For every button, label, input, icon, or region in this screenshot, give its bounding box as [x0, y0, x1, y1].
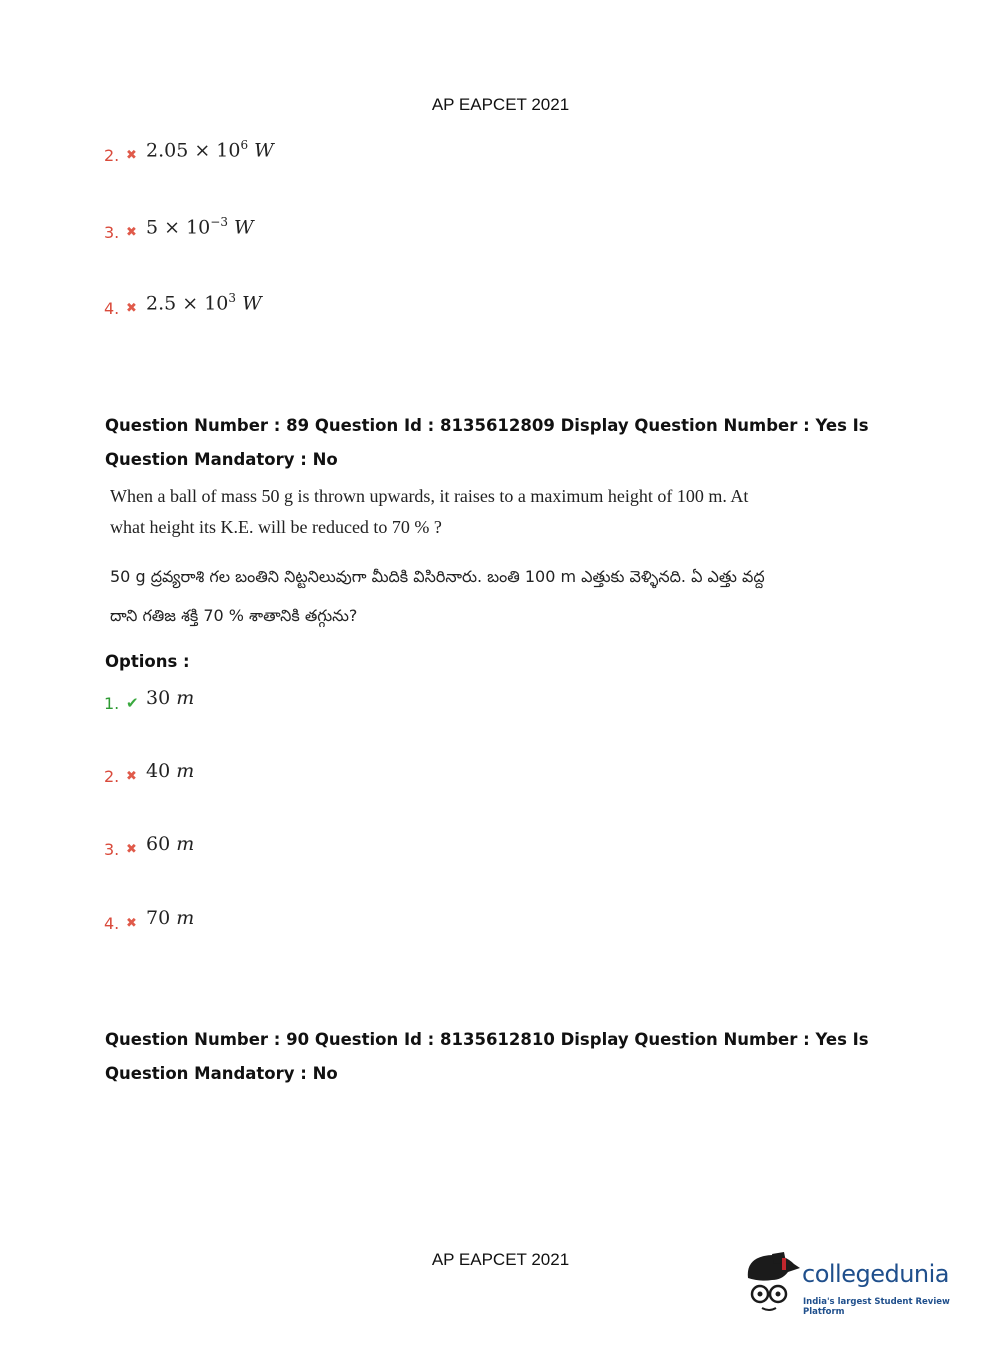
mascot-icon: [742, 1250, 804, 1320]
option-value: $2.05 \times 10^6$ W: [146, 138, 274, 162]
wrong-mark-icon: ✖: [126, 841, 137, 857]
q89-option-1: [104, 688, 194, 718]
wrong-mark-icon: ✖: [126, 224, 137, 240]
question-89-text-english: When a ball of mass 50 g is thrown upwards, it raises to a maximum height of 100 m. At what height its K.E. will be reduced to 70 % ?: [110, 486, 749, 537]
option-number: 4.: [104, 913, 120, 933]
q89-option-3: [104, 834, 194, 864]
option-number: 3.: [104, 222, 120, 242]
prev-option-3: [104, 217, 254, 247]
wrong-mark-icon: ✖: [126, 147, 137, 163]
option-number: 1.: [104, 693, 120, 713]
question-89-header: Question Number : 89 Question Id : 8135612809 Display Question Number : Yes Is Question Mandatory : No: [105, 416, 869, 469]
prev-option-4: [104, 293, 262, 323]
wrong-mark-icon: ✖: [126, 300, 137, 316]
options-label: Options :: [105, 652, 190, 671]
collegedunia-logo: [742, 1250, 972, 1320]
option-value: 70 m: [146, 907, 195, 929]
logo-wordmark: collegedunia: [802, 1260, 950, 1288]
page-footer-title: AP EAPCET 2021: [431, 1250, 570, 1269]
question-90-header: Question Number : 90 Question Id : 8135612810 Display Question Number : Yes Is Question Mandatory : No: [105, 1030, 869, 1083]
prev-option-2: [104, 140, 274, 170]
option-number: 3.: [104, 839, 120, 859]
option-value: $5 \times 10^{-3}$ W: [146, 215, 254, 239]
option-value: 30 m: [146, 687, 195, 709]
option-number: 2.: [104, 145, 120, 165]
wrong-mark-icon: ✖: [126, 915, 137, 931]
option-number: 2.: [104, 766, 120, 786]
option-value: 60 m: [146, 833, 195, 855]
q89-option-2: [104, 761, 194, 791]
question-89-text-telugu: 50 g ద్రవ్యరాశి గల బంతిని నిట్టనిలువుగా మీదికి విసిరినారు. బంతి 100 m ఎత్తుకు వెళ్ళినది. ఏ ఎత్తు వద్ద దాని గతిజ శక్తి 70 % శాతానికి తగ్గును?: [110, 567, 765, 625]
option-value: $2.5 \times 10^3$ W: [146, 291, 262, 315]
q89-option-4: [104, 908, 194, 938]
logo-tagline: India's largest Student Review Platform: [803, 1297, 950, 1317]
page-header-title: AP EAPCET 2021: [431, 95, 570, 114]
wrong-mark-icon: ✖: [126, 768, 137, 784]
option-value: 40 m: [146, 760, 195, 782]
option-number: 4.: [104, 298, 120, 318]
correct-check-icon: ✔: [126, 694, 139, 712]
